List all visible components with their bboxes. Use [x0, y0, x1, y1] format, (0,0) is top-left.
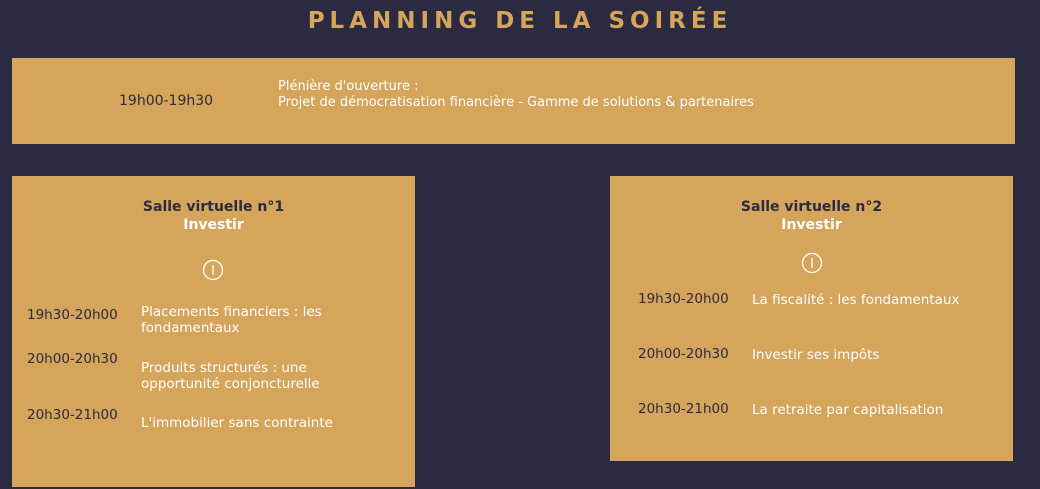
room-2-slot-2-title[interactable]: Investir ses impôts — [752, 347, 880, 363]
plenary-line-2: Projet de démocratisation financière - Gamme de solutions & partenaires — [278, 95, 754, 110]
room-card-2 — [610, 176, 1013, 461]
room-2-slot-1-title[interactable]: La fiscalité : les fondamentaux — [752, 292, 960, 308]
plenary-line-1: Plénière d'ouverture : — [278, 79, 419, 94]
info-circle-icon[interactable] — [202, 259, 224, 281]
room-1-slot-3-title[interactable] — [141, 415, 333, 431]
room-2-header — [610, 198, 1013, 234]
plenary-description — [278, 79, 754, 111]
room-2-name: Salle virtuelle n°2 — [740, 199, 883, 215]
plenary-card[interactable] — [12, 58, 1015, 144]
room-2-slot-3-title[interactable]: La retraite par capitalisation — [752, 402, 944, 418]
room-1-slot-1-title-line-1: Placements financiers : les — [141, 304, 322, 320]
room-1-slot-2-title-line-2: opportunité conjoncturelle — [141, 376, 320, 392]
room-1-slot-2-title[interactable] — [141, 360, 320, 392]
room-card-1 — [12, 176, 415, 487]
room-2-slot-1-time: 19h30-20h00 — [638, 291, 729, 307]
room-1-slot-2-time: 20h00-20h30 — [27, 351, 118, 367]
room-2-theme: Investir — [781, 217, 842, 233]
room-1-slot-3-time: 20h30-21h00 — [27, 407, 118, 423]
info-circle-icon[interactable] — [801, 252, 823, 274]
room-1-slot-2-title-line-1: Produits structurés : une — [141, 360, 307, 376]
room-2-slot-2-time: 20h00-20h30 — [638, 346, 729, 362]
room-1-slot-3-title-line-1: L'immobilier sans contrainte — [141, 415, 333, 431]
room-1-slot-1-time: 19h30-20h00 — [27, 307, 118, 323]
room-1-theme: Investir — [183, 217, 244, 233]
page-title: PLANNING DE LA SOIRÉE — [307, 8, 733, 34]
plenary-time: 19h00-19h30 — [119, 93, 214, 109]
room-1-name: Salle virtuelle n°1 — [142, 199, 285, 215]
room-1-header — [12, 198, 415, 234]
room-2-slot-3-time: 20h30-21h00 — [638, 401, 729, 417]
room-1-slot-1-title-line-2: fondamentaux — [141, 320, 240, 336]
room-1-slot-1-title[interactable] — [141, 304, 322, 336]
